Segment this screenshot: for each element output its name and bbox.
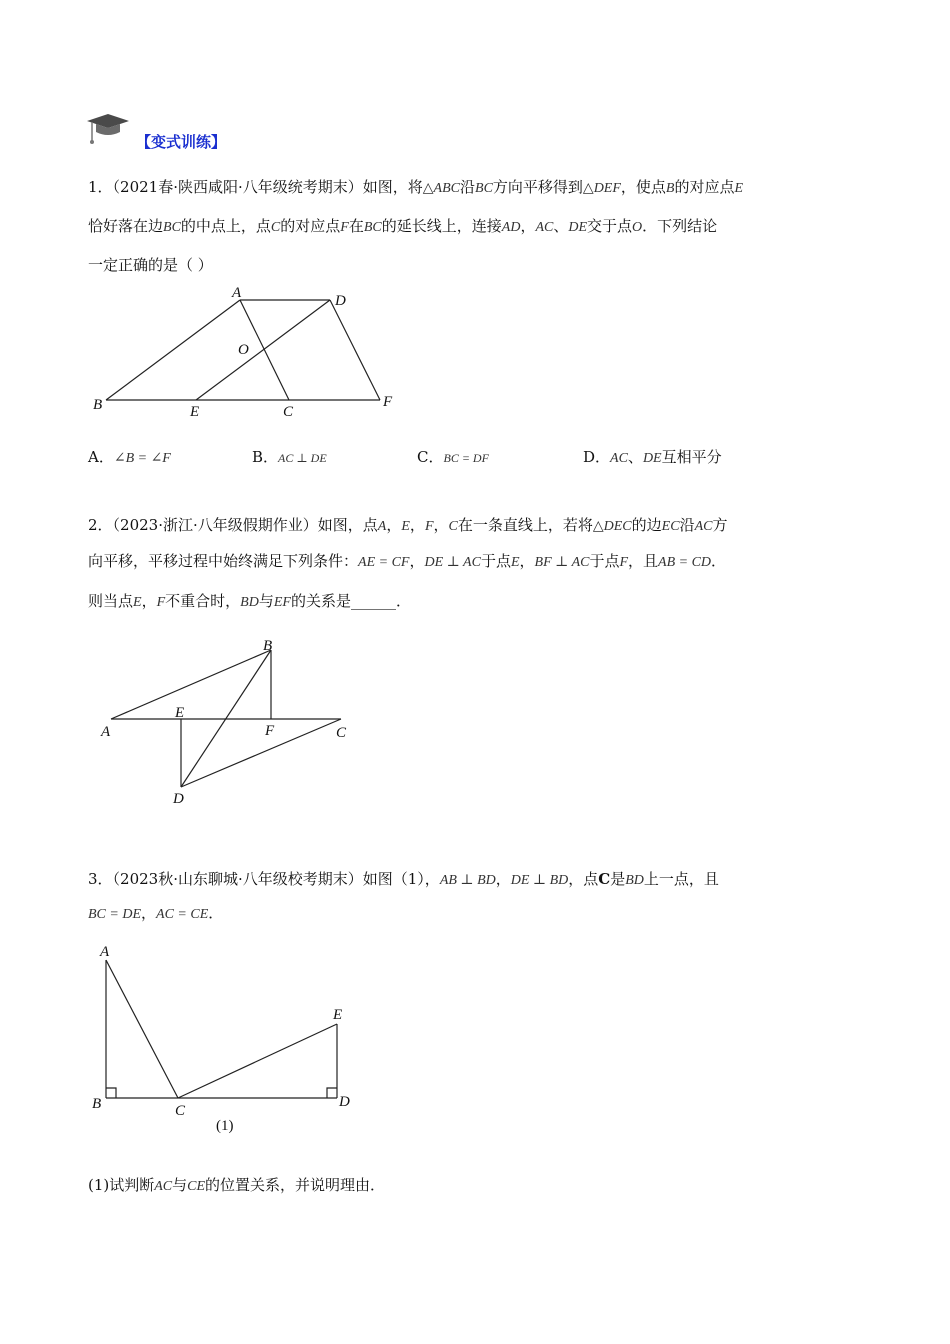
answer-blank[interactable]: ______ — [350, 592, 396, 610]
label-a: A — [100, 944, 110, 960]
section-title: 【变式训练】 — [136, 133, 227, 151]
q1-figure — [88, 282, 408, 422]
label-f: F — [265, 723, 275, 739]
label-f: F — [383, 394, 393, 410]
label-b: B — [263, 638, 273, 654]
q1-option-b[interactable]: B．AC ⊥ DE — [252, 448, 327, 466]
label-d: D — [339, 1094, 350, 1110]
label-a: A — [232, 285, 242, 301]
q3-figure — [88, 938, 378, 1138]
q1-option-d[interactable]: D．AC、DE互相平分 — [583, 448, 722, 466]
segment-ab — [111, 650, 271, 719]
q2-figure — [95, 635, 375, 810]
label-c: C — [283, 404, 294, 420]
segment-dc — [181, 719, 341, 787]
label-c: C — [175, 1103, 186, 1119]
q2-line-1: 2．（2023·浙江·八年级假期作业）如图，点A，E，F，C在一条直线上，若将△DEC的边EC沿AC方 — [88, 516, 728, 534]
segment-ed — [196, 300, 330, 400]
segment-df — [330, 300, 380, 400]
q3-sub1: (1)试判断AC与CE的位置关系，并说明理由． — [88, 1176, 386, 1194]
q3-line-1: 3．（2023秋·山东聊城·八年级校考期末）如图（1），AB ⊥ BD，DE ⊥ BD，点C是BD上一点，且 — [88, 870, 719, 888]
segment-ac — [106, 960, 178, 1098]
segment-ce — [178, 1024, 337, 1098]
label-e: E — [175, 705, 185, 721]
label-b: B — [92, 1096, 102, 1112]
q1-option-a[interactable]: A．∠B = ∠F — [88, 448, 171, 466]
label-a: A — [101, 724, 111, 740]
label-d: D — [335, 293, 346, 309]
label-e: E — [333, 1007, 343, 1023]
label-b: B — [93, 397, 103, 413]
figure-caption: (1) — [216, 1118, 234, 1134]
label-o: O — [238, 342, 249, 358]
right-angle-b — [106, 1088, 116, 1098]
q2-line-3: 则当点E，F不重合时，BD与EF的关系是______． — [88, 592, 411, 610]
graduation-cap-icon — [86, 112, 130, 146]
q1-option-c[interactable]: C．BC = DF — [417, 448, 489, 466]
q1-line-2: 恰好落在边BC的中点上，点C的对应点F在BC的延长线上，连接AD，AC、DE交于点O．下列结论 — [88, 217, 718, 235]
section-header — [86, 112, 286, 151]
q3-line-2: BC = DE，AC = CE． — [88, 904, 224, 922]
label-d: D — [173, 791, 184, 807]
label-e: E — [190, 404, 200, 420]
right-angle-d — [327, 1088, 337, 1098]
segment-ab — [106, 300, 240, 400]
q2-line-2: 向平移，平移过程中始终满足下列条件：AE = CF，DE ⊥ AC于点E，BF ⊥ AC于点F，且AB = CD． — [88, 552, 727, 570]
q1-line-3: 一定正确的是（ ） — [88, 256, 213, 274]
q1-line-1: 1．（2021春·陕西咸阳·八年级统考期末）如图，将△ABC沿BC方向平移得到△DEF，使点B的对应点E — [88, 178, 744, 196]
label-c: C — [336, 725, 347, 741]
